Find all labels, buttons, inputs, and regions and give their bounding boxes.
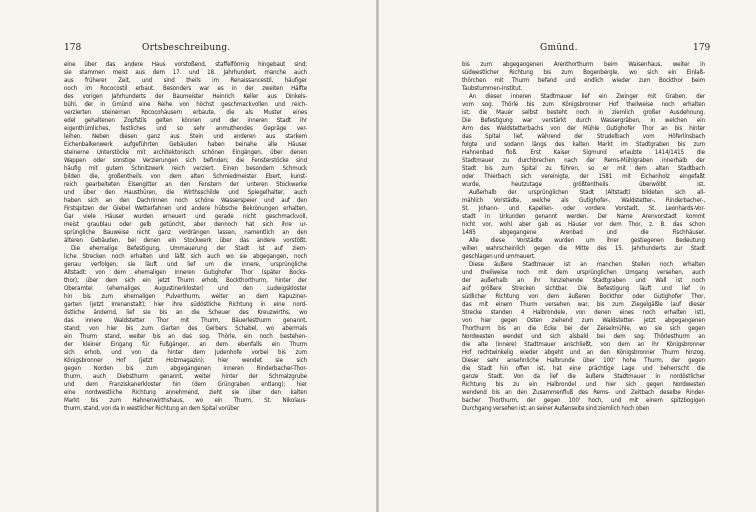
text-line: bacher Thorthurm, der gegen 100' hoch, und mit einem spitzbogigen [462,397,705,404]
text-line: garten (jetzt Irrenanstalt); hier ihre südöstliche Richtung in eine nord- [64,301,307,308]
text-line: Altstadt: von dem ehemaligen inneren Gutighofer Thor (später Bocks- [64,269,307,276]
text-line: eine über das andere Haus vorstoßend, staffelförmig hingebaut sind; [64,61,307,68]
text-line: gegen Norden bis zum abgegangenen inneren Rinderbacher-Thor- [64,365,307,372]
text-line: sprüngliche Bauweise nicht ganz verdrängen lassen, namentlich an den [64,229,307,236]
text-line: Nordwesten wendet und sich alsbald bei dem sog. Thörlesthurm an [462,333,705,340]
text-line: thörchen mit Thurm befand und endlich wieder zum Bockthor beim [462,77,705,84]
text-line: und dem Franziskanerkloster hin (dem Grüngraben entlang); hier [64,381,307,388]
text-line: eigenthümliches, festliches und so sehr anmuthendes Gepräge ver- [64,125,307,132]
text-line: thurm, stand, von da in westlicher Richtung an dem Spital vorüber [64,405,240,412]
text-line: Hof rechtwinkelig wieder abgeht und an den Königsbronner Thurm hinzog. [462,349,705,356]
text-line: sie stammen meist aus dem 17. und 18. Jahrhundert, manche auch [64,69,307,76]
text-line: südwestlicher Richtung bis zum Bogenbergle, wo sich ein Einlaß- [462,69,705,76]
text-line: Durchgang versehen ist; an seiner Außenseite sind ziemlich hoch oben [462,405,650,412]
text-line: ganze Stadt. Von da lief die äußere Stadtmauer in nordöstlicher [462,373,705,380]
text-line: verzierten steinernen Rococohäusern erbaute, die als Muster eines [64,109,307,116]
text-line: des vorigen Jahrhunderts der Baumeister Heinrich Keller aus Dinkels- [64,93,307,100]
text-line: Strecke standen 4 Halbrondele, von denen eines noch erhalten ist), [462,309,705,316]
text-line: Alle diese Vorstädte wurden um ihrer gestiegenen Bedeutung [469,237,705,244]
text-line: Oberamtei (ehemaliges Augustinerkloster) und den Ludwigskloster [64,285,307,292]
text-line: 1485 abgegangene Arenbad und die Fischhäuser. [462,229,705,236]
text-line: die alte (innere) Stadtmauer anschließt, von dem an ihr Königsbronner [462,341,705,348]
text-line: bühl, der in Gmünd eine Reihe von höchst geschmackvollen und reich- [64,101,307,108]
text-line: Gar viele Häuser wurden erneuert und gerade nicht geschmackvoll, [64,213,307,220]
text-line: die Stadt hin offen ist, hat eine prächtige Lage und beherrscht die [462,365,705,372]
text-line: Diese äußere Stadtmauer ist an manchen Stellen noch erhalten [469,261,705,268]
running-head: Gmünd. [540,43,578,53]
text-line: Firstspitzen der Giebel Wetterfahnen und andere hübsche Bekrönungen erhalten. [64,205,307,212]
text-line: Dieser sehr ansehnliche Halbrunde über 100' hohe Thurm, der gegen [462,357,705,364]
text-line: Thorthurm bis an die Ecke bei der Zeiselmühle, wo sie sich gegen [462,325,705,332]
text-line: bilden die, großentheils von dem alten Schmiedmeister Ebert, kunst- [64,173,307,180]
text-line: eine nordwestliche Richtung annehmend, zieht sie über den kalten [64,389,307,396]
left-page [0,0,376,512]
text-line: stand; von hier bis zum Garten des Gerbers Schabel, wo abermals [64,325,307,332]
text-line: Königsbronner Hof (jetzt Holzmagazin); hier wendet sie sich [64,357,307,364]
text-line: Arm des Waldstetterbachs von der Mühle Gutighofer Thor an bis hinter [462,125,705,132]
text-line: leihen. Neben diesen ganz aus Stein und anderen aus starkem [64,133,307,140]
right-page [379,0,756,512]
text-line: vom sog. Thörle bis zum Königsbronner Hof theilweise noch erhalten [462,101,705,108]
text-line: ein Thurm stand, weiter bis an das sog. Thörle, ein noch bestehen- [64,333,307,340]
text-line: geschlagen und ummauert. [462,253,536,260]
text-line: das Spital lief, während der Strudelbach vom Höferlinsbach [462,133,705,140]
text-line: bis zum abgegangenen Arenthorthurm beim Waisenhaus, weiter in [462,61,705,68]
text-line: wendend bis an den Zusammenfluß des Rems- und Zeitbach deselbe Rinder- [462,389,705,396]
text-line: Außerhalb der ursprünglichen Stadt (Altstadt) bildeten sich all- [469,189,705,196]
text-line: steinerne Unterstöcke mit architektonisch schönen Eingängen, über denen [64,149,307,156]
text-line: und theilweise noch mit dem ursprünglichen Umgang versehen, auch [462,269,705,276]
text-line: nicht vor, wohl aber gab es Häuser vor dem Thor, z. B. das schon [462,221,705,228]
text-line: haben sich an den Dachrinnen noch schöne Wasserspeier und auf den [64,197,307,204]
page-number: 178 [64,43,82,53]
text-line: Die ehemalige Befestigung, Ummauerung der Stadt ist auf ziem- [71,245,307,252]
text-line: Wappen oder sonstige Verzierungen sich befinden; die Fensterstöcke sind [64,157,307,164]
text-line: oder Thierbach sich vereinigte, der 1581 mit Eichenholz eingefaßt [462,173,705,180]
right-page-body [462,61,705,413]
text-line: Die Befestigung war verstärkt durch Wassergräben, in welchen ein [462,117,705,124]
text-line: südlicher Richtung von dem äußeren Bockthor oder Gutighofer Thor, [462,293,705,300]
text-line: Richtung bis zu ein Halbrondel und hier sich gegen Nordwesten [462,381,705,388]
text-line: thor), über dem sich ein jetzt Thurm erhob, Bockthorthurm, hinter der [64,277,307,284]
text-line: Hahnenbad floß. Erst Kaiser Sigmund erlaubte 1414/1415 die [462,149,705,156]
text-line: sich erhob, und von da hinter dem Judenhofe vorbei bis zum [64,349,307,356]
text-line: Stadt bis zum Spital zu führen, so er mit dem alten Stadtbach [462,165,705,172]
text-line: wurde, heutzutage größtentheils überwölbt ist. [462,181,705,188]
text-line: willen wahrscheinlich gegen die Mitte des 15. Jahrhunderts zur Stadt [462,245,705,252]
text-line: älteren Gebäuden, bei denen ein Stockwerk über das andere vorstößt. [64,237,307,244]
running-head: Ortsbeschreibung. [142,43,231,53]
text-line: liche Strecken noch erhalten und läßt sich auch wo sie abgegangen, noch [64,253,307,260]
text-line: edel gehaltenen Zopfstils gelten können und der inneren Stadt ihr [64,117,307,124]
left-page-body [64,61,307,413]
text-line: der kleiner Eingang für Fußgänger, an dem ebenfalls ein Thurm [64,341,307,348]
page-number: 179 [693,43,711,53]
text-line: stadt in Urkunden genannt werden. Der Name Arenvorstadt kommt [462,213,705,220]
text-line: Stadtmauer zu durchbrechen nach der Rems-Mühlgraben innerhalb der [462,157,705,164]
text-line: ist; die Mauer selbst besteht noch in ziemlich großer Ausdehnung. [462,109,705,116]
text-line: genau verfolgen; sie läuft und lief um die innere, ursprüngliche [64,261,307,268]
text-line: der außerhalb an ihr hinziehende Stadtgraben und Wall ist noch [462,277,705,284]
text-line: meist graublau oder gelb getüncht, aber dennoch hat sich ihre ur- [64,221,307,228]
text-line: auf größere Strecken sichtbar. Die Befestigung läuft und lief in [462,285,705,292]
text-line: St. Johann- und Kapellen- oder vordere Vorstadt, St. Leonhards-Vor- [462,205,705,212]
text-line: von hier gegen Osten ziehend zum Waldstetter- jetzt abgegangenen [462,317,705,324]
right-page-header [379,42,756,54]
text-line: Markt bis zum Hahnenwirthshaus, wo ein Thurm, St. Nikolaus- [64,397,307,404]
text-line: das mit einem Thurm versehen war, bis zum Ziegelgäßle (auf dieser [462,301,705,308]
text-line: reich gearbeiteten Eisengitter an den Fenstern der unteren Stockwerke [64,181,307,188]
text-line: häufig mit gutem Schnitzwerk reich verziert. Einen besondern Schmuck [64,165,307,172]
text-line: das innere Waldstetter Thor mit Thurm, Bäuerlesthurm genannt, [64,317,307,324]
text-line: mählich Vorstädte, welche als Gutighofer-, Waldstetter-, Rinderbacher-, [462,197,705,204]
text-line: östliche ändernd, lief sie bis an die Scheuer des Kreuzwirths, wo [64,309,307,316]
text-line: folgte und sodann längs des kalten Markt im Stadtgraben bis zum [462,141,705,148]
left-page-header [0,42,376,54]
text-line: noch im Rococostil erbaut. Besonders war es in der zweiten Hälfte [64,85,307,92]
text-line: hin bis zum ehemaligen Pulverthurm, weiter an dem Kapuziner- [64,293,307,300]
text-line: aus früherer Zeit, und sind theils im Renaissancestil, häufiger [64,77,307,84]
text-line: Eichenbalkenwerk aufgeführten Gebäuden haben beinahe alle Häuser [64,141,307,148]
text-line: thurm, auch Diebsthurm genannt, weiter hinter der Schmalzgrube [64,373,307,380]
text-line: und über den Hausthüren, die Wirthsschilde und Spiegelhalter, auch [64,189,307,196]
text-line: Taubstummen-Institut. [462,85,523,92]
text-line: An dieser inneren Stadtmauer lief ein Zwinger mit Graben, der [469,93,705,100]
